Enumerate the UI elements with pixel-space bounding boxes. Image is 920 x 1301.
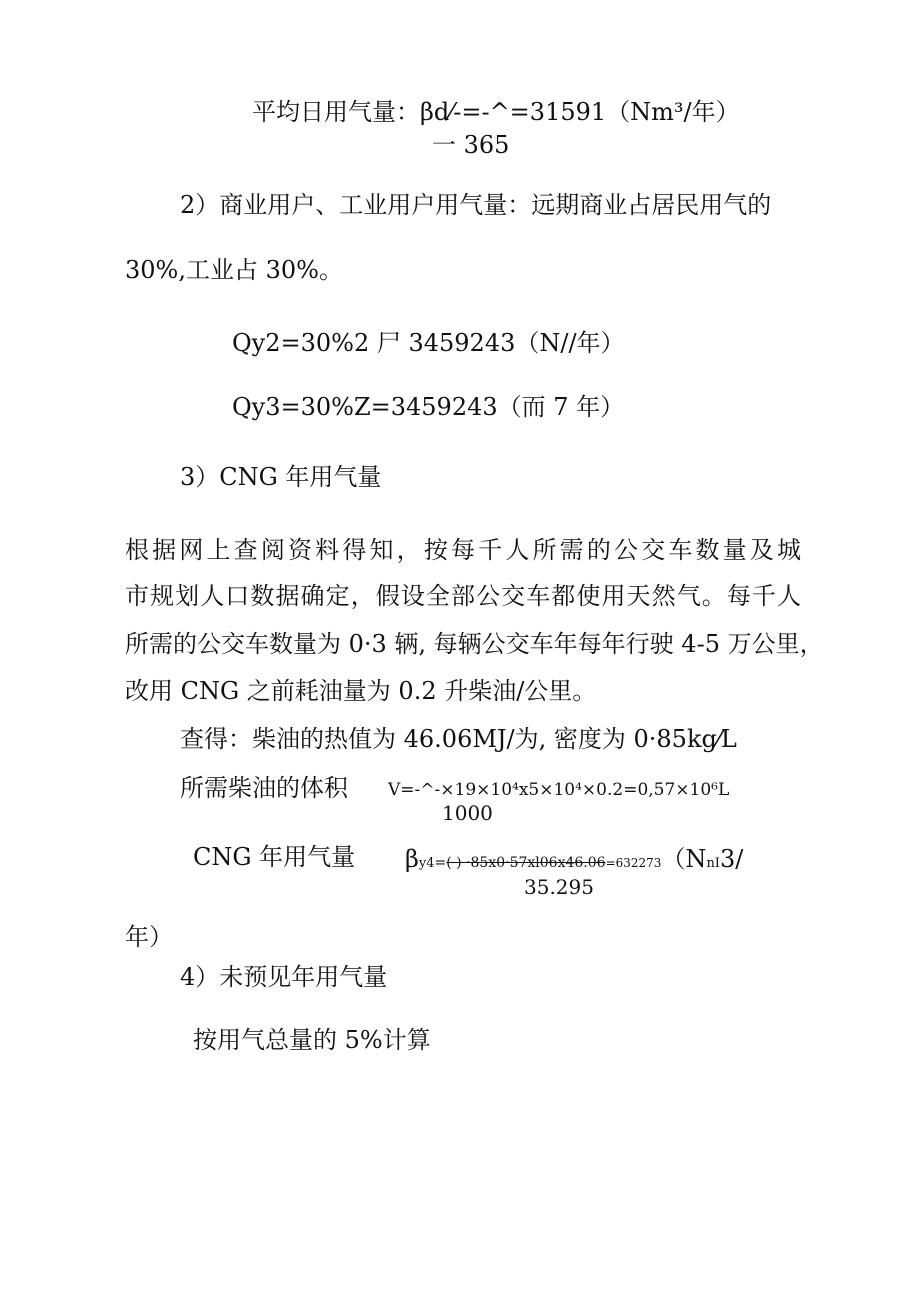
cng-beta: β	[405, 845, 419, 873]
cng-result: =632273	[605, 856, 662, 870]
section4-text: 按用气总量的 5%计算	[193, 1026, 431, 1054]
cng-unit-sub: nI	[706, 856, 720, 871]
cng-subscript: y4	[418, 856, 435, 871]
qy3-formula: Qy3=30%Z=3459243（而 7 年）	[232, 393, 625, 421]
diesel-lookup: 查得：柴油的热值为 46.06MJ/为, 密度为 0·85kg⁄L	[180, 725, 737, 753]
volume-label: 所需柴油的体积	[180, 774, 348, 802]
paragraph-line: 市规划人口数据确定，假设全部公交车都使用天然气。每千人	[125, 582, 801, 610]
volume-denominator: 1000	[442, 801, 493, 825]
volume-formula: V=-^-×19×10⁴x5×10⁴×0.2=0,57×10⁶L	[388, 780, 730, 800]
paragraph-line: 所需的公交车数量为 0·3 辆, 每辆公交车年每年行驶 4-5 万公里，	[125, 630, 824, 658]
avg-daily-denominator: 一 365	[432, 131, 510, 159]
avg-daily-formula: βd⁄-=-^=31591（Nm³/年）	[420, 98, 740, 126]
paragraph-line: 改用 CNG 之前耗油量为 0.2 升柴油/公里。	[125, 677, 597, 705]
section2-continuation: 30%,工业占 30%。	[125, 256, 343, 284]
cng-unit-close: 3/	[719, 845, 744, 873]
cng-denominator: 35.295	[524, 875, 594, 899]
paragraph-line: 根据网上查阅资料得知，按每千人所需的公交车数量及城	[125, 536, 801, 564]
cng-label: CNG 年用气量	[193, 843, 356, 871]
qy2-formula: Qy2=30%2 尸 3459243（N//年）	[232, 329, 625, 357]
cng-unit-open: （N	[661, 845, 707, 873]
section2-heading: 2）商业用户、工业用户用气量：远期商业占居民用气的	[180, 191, 772, 219]
section4-heading: 4）未预见年用气量	[180, 963, 388, 991]
avg-daily-label: 平均日用气量：	[252, 98, 420, 126]
cng-struck-expression: ( ) ·85x0·57xl06x46.06	[446, 855, 606, 871]
cng-equals: =	[434, 855, 447, 871]
cng-unit-wrap: 年）	[125, 923, 173, 951]
cng-formula	[405, 844, 743, 879]
section3-heading: 3）CNG 年用气量	[180, 463, 382, 491]
avg-daily-line	[252, 97, 740, 127]
